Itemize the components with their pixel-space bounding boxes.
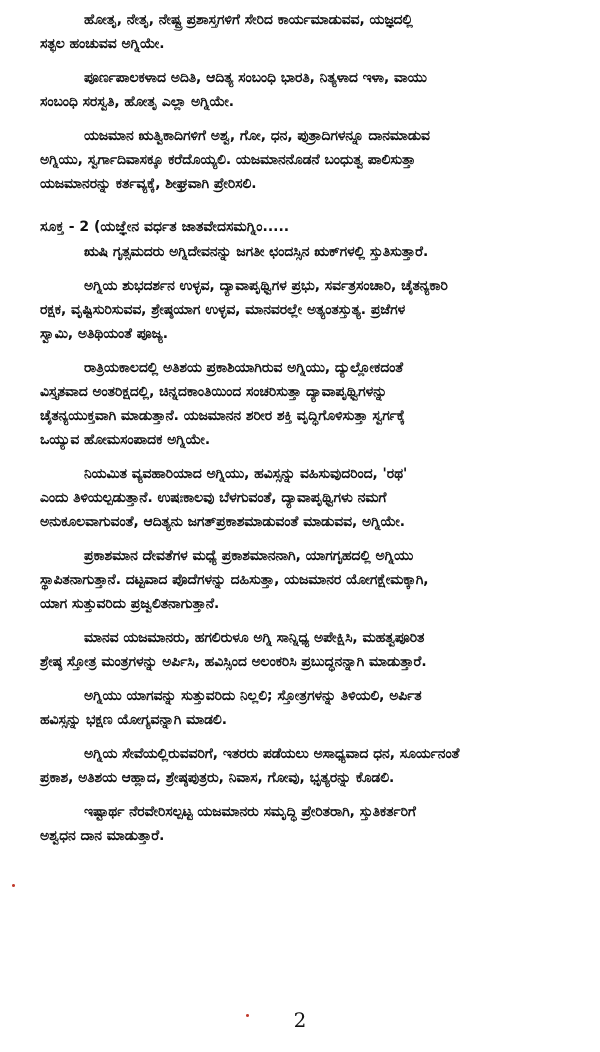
text-line: ಅಗ್ನಿಯು, ಸ್ವರ್ಗಾದಿವಾಸಕ್ಕೂ ಕರೆದೊಯ್ಯಲಿ. ಯಜಮಾನನೊಡನೆ ಬಂಧುತ್ವ ಪಾಲಿಸುತ್ತಾ — [40, 152, 416, 168]
text-line: ಒಯ್ಯುವ ಹೋಮಸಂಪಾದಕ ಅಗ್ನಿಯೇ. — [40, 432, 211, 448]
text-line: ರಕ್ಷಕ, ವೃಷ್ಟಿಸುರಿಸುವವ, ಶ್ರೇಷ್ಠಯಾಗ ಉಳ್ಳವ, ಮಾನವರಲ್ಲೇ ಅತ್ಯಂತಸ್ತುತ್ಯ. ಪ್ರಜೆಗಳ — [40, 302, 406, 318]
text-line: ಚೈತನ್ಯಯುಕ್ತವಾಗಿ ಮಾಡುತ್ತಾನೆ. ಯಜಮಾನನ ಶರೀರ ಶಕ್ತಿ ವೃದ್ಧಿಗೊಳಿಸುತ್ತಾ ಸ್ವರ್ಗಕ್ಕೆ — [40, 408, 405, 424]
intro-section — [40, 8, 582, 196]
text-line: ಇಷ್ಟಾರ್ಥ ನೆರವೇರಿಸಲ್ಪಟ್ಟ ಯಜಮಾನರು ಸಮೃದ್ಧಿ ಪ್ರೇರಿತರಾಗಿ, ಸ್ತುತಿಕರ್ತರಿಗೆ — [84, 804, 416, 820]
page-content — [40, 8, 582, 858]
text-line: ಅನುಕೂಲವಾಗುವಂತೆ, ಆದಿತ್ಯನು ಜಗತ್‌ಪ್ರಕಾಶಮಾಡುವಂತೆ ಮಾಡುವವ, ಅಗ್ನಿಯೇ. — [40, 514, 406, 530]
text-line: ಯಜಮಾನರನ್ನು ಕರ್ತವ್ಯಕ್ಕೆ, ಶೀಘ್ರವಾಗಿ ಪ್ರೇರಿಸಲಿ. — [40, 176, 257, 192]
text-line: ಸ್ಥಾಪಿತನಾಗುತ್ತಾನೆ. ದಟ್ಟವಾದ ಪೊದೆಗಳನ್ನು ದಹಿಸುತ್ತಾ, ಯಜಮಾನರ ಯೋಗಕ್ಷೇಮಕ್ಕಾಗಿ, — [40, 572, 429, 588]
text-line: ಪ್ರಕಾಶ, ಅತಿಶಯ ಆಹ್ಲಾದ, ಶ್ರೇಷ್ಠಪುತ್ರರು, ನಿವಾಸ, ಗೋವು, ಭೃತ್ಯರನ್ನು ಕೊಡಲಿ. — [40, 770, 395, 786]
text-line: ಅಗ್ನಿಯು ಯಾಗವನ್ನು ಸುತ್ತುವರಿದು ನಿಲ್ಲಲಿ; ಸ್ತೋತ್ರಗಳನ್ನು ತಿಳಿಯಲಿ, ಅರ್ಪಿತ — [84, 688, 422, 704]
sukta-heading: ಸೂಕ್ತ - 2 (ಯಜ್ಞೇನ ವರ್ಧತ ಜಾತವೇದಸಮಗ್ನಿಂ..... — [40, 219, 290, 235]
text-line: ಅಗ್ನಿಯ ಶುಭದರ್ಶನ ಉಳ್ಳವ, ದ್ಯಾವಾಪೃಥ್ವಿಗಳ ಪ್ರಭು, ಸರ್ವತ್ರಸಂಚಾರಿ, ಚೈತನ್ಯಕಾರಿ — [84, 278, 448, 294]
paragraph — [40, 8, 582, 56]
text-line: ಹವಿಸ್ಸನ್ನು ಭಕ್ಷಣ ಯೋಗ್ಯವನ್ನಾಗಿ ಮಾಡಲಿ. — [40, 712, 227, 728]
page-number: 2 — [293, 1008, 307, 1032]
text-line: ಸತ್ಫಲ ಹಂಚುವವ ಅಗ್ನಿಯೇ. — [40, 36, 165, 52]
text-line: ಶ್ರೇಷ್ಠ ಸ್ತೋತ್ರ ಮಂತ್ರಗಳನ್ನು ಅರ್ಪಿಸಿ, ಹವಿಸ್ಸಿಂದ ಅಲಂಕರಿಸಿ ಪ್ರಬುದ್ಧನನ್ನಾಗಿ ಮಾಡುತ್ತಾರೆ. — [40, 654, 427, 670]
text-line: ಯಾಗ ಸುತ್ತುವರಿದು ಪ್ರಜ್ವಲಿತನಾಗುತ್ತಾನೆ. — [40, 596, 220, 612]
paragraph — [40, 274, 582, 346]
paragraph — [40, 742, 582, 790]
paragraph — [40, 66, 582, 114]
text-line: ಅಗ್ನಿಯ ಸೇವೆಯಲ್ಲಿರುವವರಿಗೆ, ಇತರರು ಪಡೆಯಲು ಅಸಾಧ್ಯವಾದ ಧನ, ಸೂರ್ಯನಂತೆ — [84, 746, 460, 762]
text-line: ಮಾನವ ಯಜಮಾನರು, ಹಗಲಿರುಳೂ ಅಗ್ನಿ ಸಾನ್ನಿಧ್ಯ ಅಪೇಕ್ಷಿಸಿ, ಮಹತ್ವಪೂರಿತ — [84, 630, 425, 646]
text-line: ಋಷಿ ಗೃತ್ಸಮದರು ಅಗ್ನಿದೇವನನ್ನು ಜಗತೀ ಛಂದಸ್ಸಿನ ಋಕ್‌ಗಳಲ್ಲಿ ಸ್ತುತಿಸುತ್ತಾರೆ. — [84, 244, 429, 260]
text-line: ವಿಸ್ತೃತವಾದ ಅಂತರಿಕ್ಷದಲ್ಲಿ, ಚಿನ್ನದಕಾಂತಿಯಿಂದ ಸಂಚರಿಸುತ್ತಾ ದ್ಯಾವಾಪೃಥ್ವಿಗಳನ್ನು — [40, 384, 388, 400]
paragraph — [40, 544, 582, 616]
paragraph — [40, 356, 582, 452]
text-line: ನಿಯಮಿತ ವ್ಯವಹಾರಿಯಾದ ಅಗ್ನಿಯು, ಹವಿಸ್ಸನ್ನು ವಹಿಸುವುದರಿಂದ, 'ರಥ' — [84, 466, 408, 482]
sukta-section — [40, 240, 582, 848]
paragraph — [40, 800, 582, 848]
paragraph — [40, 124, 582, 196]
text-line: ಸಂಬಂಧಿ ಸರಸ್ವತಿ, ಹೋತೃ ಎಲ್ಲಾ ಅಗ್ನಿಯೇ. — [40, 94, 235, 110]
text-line: ಪೂರ್ಣಪಾಲಕಳಾದ ಅದಿತಿ, ಆದಿತ್ಯ ಸಂಬಂಧಿ ಭಾರತಿ, ನಿತ್ಯಳಾದ ಇಳಾ, ವಾಯು — [84, 70, 427, 86]
text-line: ಹೋತೃ, ನೇತೃ, ನೇಷ್ಟ್ರ ಪ್ರಶಾಸ್ತಗಳಿಗೆ ಸೇರಿದ ಕಾರ್ಯಮಾಡುವವ, ಯಜ್ಞದಲ್ಲಿ — [84, 12, 413, 28]
paragraph — [40, 684, 582, 732]
paragraph — [40, 462, 582, 534]
text-line: ರಾತ್ರಿಯಕಾಲದಲ್ಲಿ ಅತಿಶಯ ಪ್ರಕಾಶಿಯಾಗಿರುವ ಅಗ್ನಿಯು, ದ್ಯುಲ್ಲೋಕದಂತೆ — [84, 360, 404, 376]
text-line: ಎಂದು ತಿಳಿಯಲ್ಪಡುತ್ತಾನೆ. ಉಷಃಕಾಲವು ಬೆಳಗುವಂತೆ, ದ್ಯಾವಾಪೃಥ್ವಿಗಳು ನಮಗೆ — [40, 490, 387, 506]
paragraph — [40, 240, 582, 264]
text-line: ಯಜಮಾನ ಋತ್ವಿಕಾದಿಗಳಿಗೆ ಅಶ್ವ, ಗೋ, ಧನ, ಪುತ್ರಾದಿಗಳನ್ನೂ ದಾನಮಾಡುವ — [84, 128, 430, 144]
ink-dot — [12, 884, 15, 887]
text-line: ಸ್ವಾಮಿ, ಅತಿಥಿಯಂತೆ ಪೂಜ್ಯ. — [40, 326, 169, 342]
text-line: ಅಶ್ವಧನ ದಾನ ಮಾಡುತ್ತಾರೆ. — [40, 828, 165, 844]
paragraph — [40, 626, 582, 674]
text-line: ಪ್ರಕಾಶಮಾನ ದೇವತೆಗಳ ಮಧ್ಯೆ ಪ್ರಕಾಶಮಾನನಾಗಿ, ಯಾಗಗೃಹದಲ್ಲಿ ಅಗ್ನಿಯು — [84, 548, 414, 564]
